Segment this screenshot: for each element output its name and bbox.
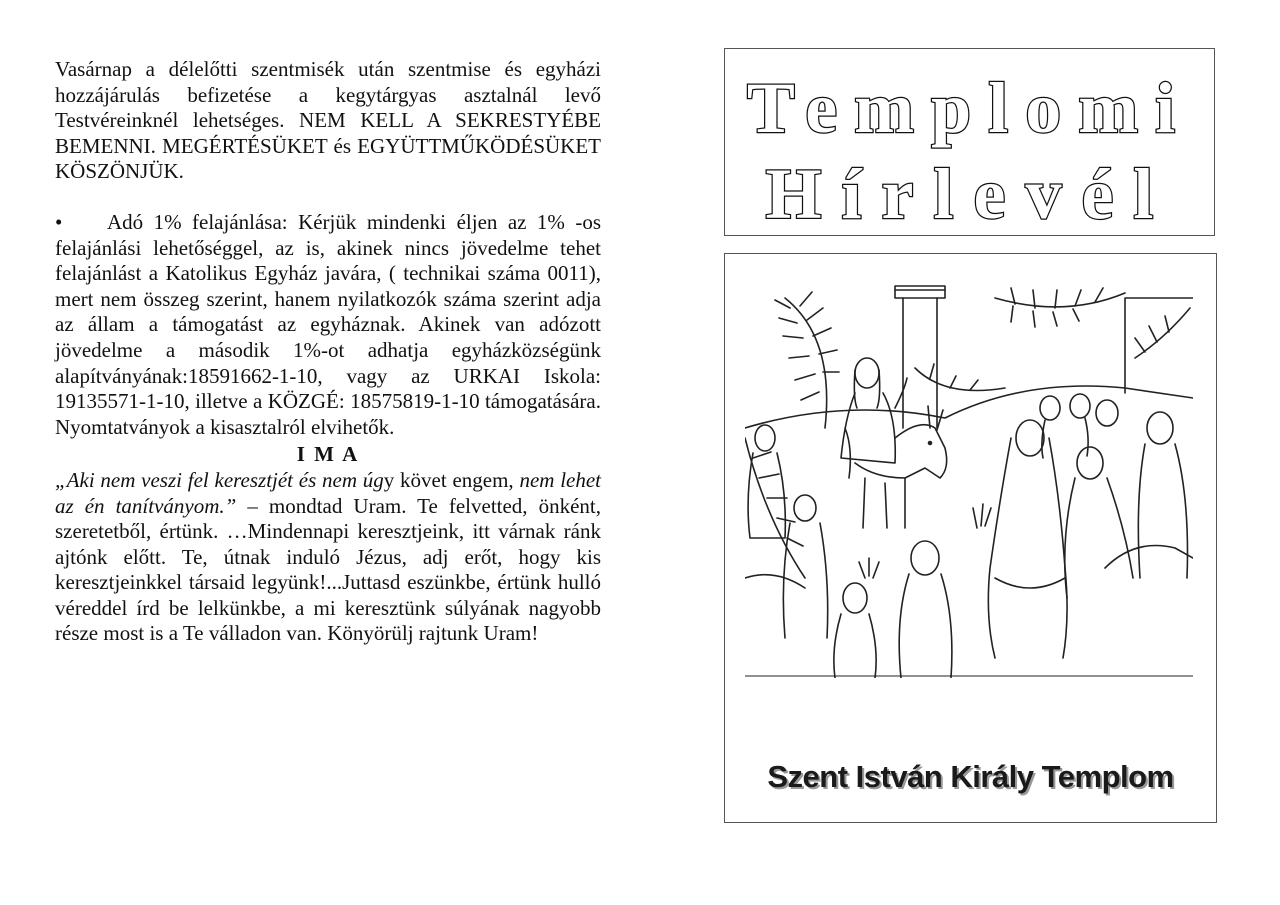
announcement-paragraph: Vasárnap a délelőtti szentmisék után szentmise és egyházi hozzájárulás befizetése a kegytárgyas asztalnál levő Testvéreinknél lehetséges. NEM KELL A SEKRESTYÉBE BEMENNI. MEGÉRTÉSÜKET és EGYÜTTMŰKÖDÉSÜKET KÖSZÖNJÜK. <box>55 57 601 184</box>
pillar-shape <box>895 286 945 428</box>
title-line-2: Hírlevél <box>765 154 1174 234</box>
palm-sunday-illustration <box>745 278 1193 678</box>
jesus-figure <box>841 358 907 478</box>
prayer-quote: „Aki nem veszi fel keresztjét és nem úg <box>55 467 384 492</box>
prayer-body: – mondtad Uram. Te felvetted, önként, szeretetből, értünk. …Mindennapi keresztjeink, itt várnak ránk ajtónk előtt. Te, útnak induló Jézus, adj erőt, hogy kis keresztjeinkkel társaid legyünk!...Juttasd eszünkbe, értünk hulló véreddel írd be lelkünkbe, a mi keresztünk súlyának nagyobb része most is a Te válladon van. Könyörülj rajtunk Uram! <box>55 493 601 646</box>
church-name: Szent István Király Templom <box>767 759 1174 794</box>
prayer-title: I M A <box>296 442 360 467</box>
palm-frond-shapes <box>745 288 1190 578</box>
cover-picture-box <box>724 253 1217 823</box>
bullet-icon: • <box>55 209 63 234</box>
prayer-quote-rest: y követ engem, <box>383 467 520 492</box>
prayer-quote-2: nem lehet az én tanítványom.” <box>55 467 602 518</box>
crowd-foreground <box>834 541 952 678</box>
prayer-paragraph <box>55 468 601 647</box>
newsletter-title-box <box>724 48 1215 236</box>
crowd-right <box>973 394 1193 658</box>
left-column <box>55 57 601 647</box>
tax-paragraph-text: Adó 1% felajánlása: Kérjük mindenki éljen az 1% -os felajánlási lehetőséggel, az is, akinek nincs jövedelme tehet felajánlást a Katolikus Egyház javára, ( technikai száma 0011), mert nem összeg szerint, hanem nyilatkozók száma szerint adja az állam a támogatást az egyháznak. Akinek van adózott jövedelme a második 1%-ot adhatja egyházközségünk alapítványának:18591662-1-10, vagy az URKAI Iskola: 19135571-1-10, illetve a KÖZGÉ: 18575819-1-10 támogatására. Nyomtatványok a kisasztalról elvihetők. <box>55 209 601 439</box>
title-line-1: Templomi <box>746 68 1193 148</box>
donkey-figure <box>855 406 947 528</box>
tax-paragraph <box>55 210 601 440</box>
